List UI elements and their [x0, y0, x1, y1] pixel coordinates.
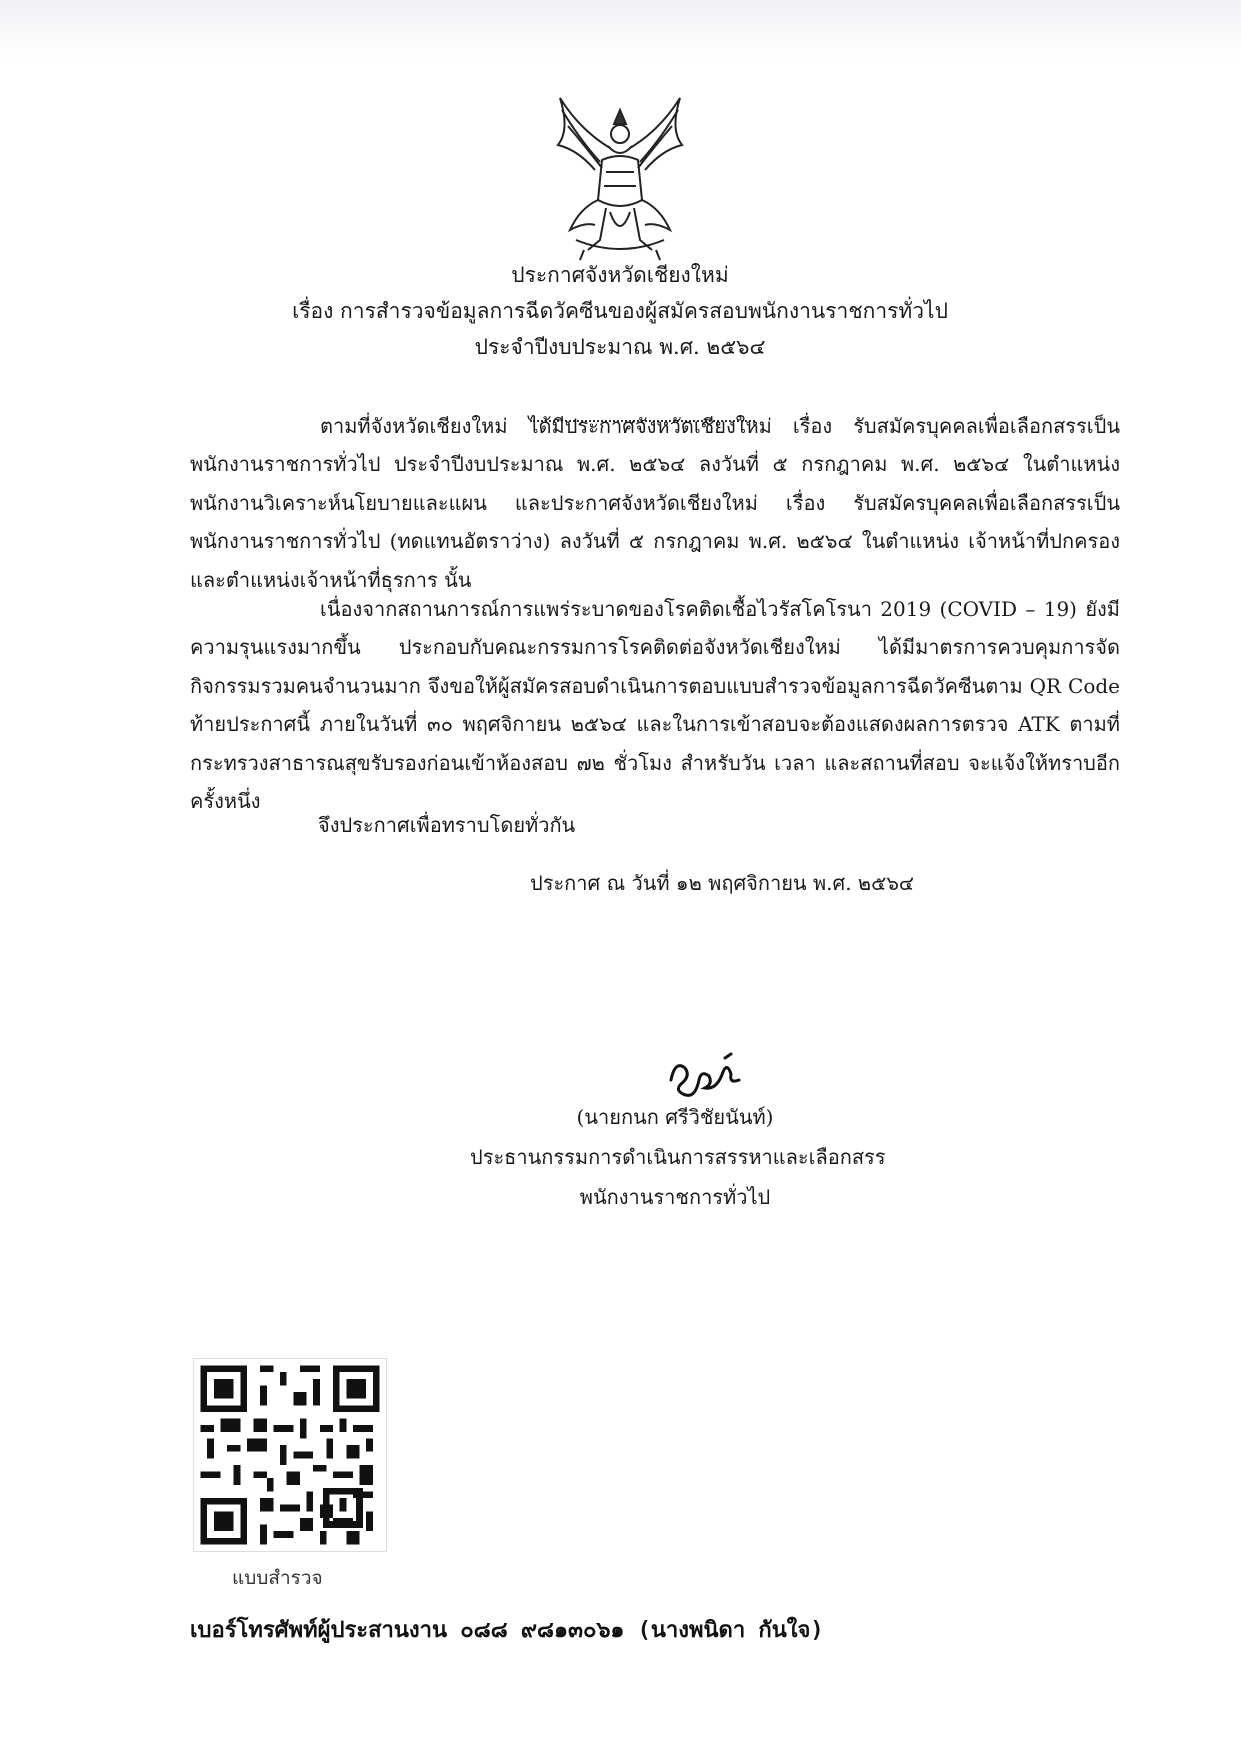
garuda-emblem-icon — [540, 90, 700, 265]
qr-code-label: แบบสำรวจ — [232, 1567, 323, 1589]
coordinator-contact: เบอร์โทรศัพท์ผู้ประสานงาน ๐๘๘ ๙๘๑๓๐๖๑ (นางพนิดา กันใจ) — [190, 1618, 824, 1643]
announcement-date: ประกาศ ณ วันที่ ๑๒ พฤศจิกายน พ.ศ. ๒๕๖๔ — [530, 871, 915, 895]
closing-statement: จึงประกาศเพื่อทราบโดยทั่วกัน — [318, 813, 576, 837]
survey-qr-code[interactable] — [193, 1358, 387, 1552]
signatory-position-line-2: พนักงานราชการทั่วไป — [579, 1185, 771, 1209]
announcement-subject: เรื่อง การสำรวจข้อมูลการฉีดวัคซีนของผู้สมัครสอบพนักงานราชการทั่วไป — [292, 299, 948, 323]
announcement-fiscal-year: ประจำปีงบประมาณ พ.ศ. ๒๕๖๔ — [474, 335, 766, 359]
scan-edge-shading — [0, 0, 1241, 58]
body-paragraph-1: ตามที่จังหวัดเชียงใหม่ ได้มีประกาศจังหวัดเชียงใหม่ เรื่อง รับสมัครบุคคลเพื่อเลือกสรรเป็นพนักงานราชการทั่วไป ประจำปีงบประมาณ พ.ศ. ๒๕๖๔ ลงวันที่ ๕ กรกฎาคม พ.ศ. ๒๕๖๔ ในตำแหน่งพนักงานวิเคราะห์นโยบายและแผน และประกาศจังหวัดเชียงใหม่ เรื่อง รับสมัครบุคคลเพื่อเลือกสรรเป็นพนักงานราชการทั่วไป (ทดแทนอัตราว่าง) ลงวันที่ ๕ กรกฎาคม พ.ศ. ๒๕๖๔ ในตำแหน่ง เจ้าหน้าที่ปกครอง และตำแหน่งเจ้าหน้าที่ธุรการ นั้น — [190, 414, 1120, 592]
signatory-name: (นายกนก ศรีวิชัยนันท์) — [576, 1105, 774, 1129]
announcement-title: ประกาศจังหวัดเชียงใหม่ — [511, 263, 729, 287]
body-paragraph-2: เนื่องจากสถานการณ์การแพร่ระบาดของโรคติดเชื้อไวรัสโคโรนา 2019 (COVID – 19) ยังมีความรุนแรงมากขึ้น ประกอบกับคณะกรรมการโรคติดต่อจังหวัดเชียงใหม่ ได้มีมาตรการควบคุมการจัดกิจกรรมรวมคนจำนวนมาก จึงขอให้ผู้สมัครสอบดำเนินการตอบแบบสำรวจข้อมูลการฉีดวัคซีนตาม QR Code ท้ายประกาศนี้ ภายในวันที่ ๓๐ พฤศจิกายน ๒๕๖๔ และในการเข้าสอบจะต้องแสดงผลการตรวจ ATK ตามที่กระทรวงสาธารณสุขรับรองก่อนเข้าห้องสอบ ๗๒ ชั่วโมง สำหรับวัน เวลา และสถานที่สอบ จะแจ้งให้ทราบอีกครั้งหนึ่ง — [190, 597, 1120, 814]
signatory-position-line-1: ประธานกรรมการดำเนินการสรรหาและเลือกสรร — [470, 1145, 886, 1169]
